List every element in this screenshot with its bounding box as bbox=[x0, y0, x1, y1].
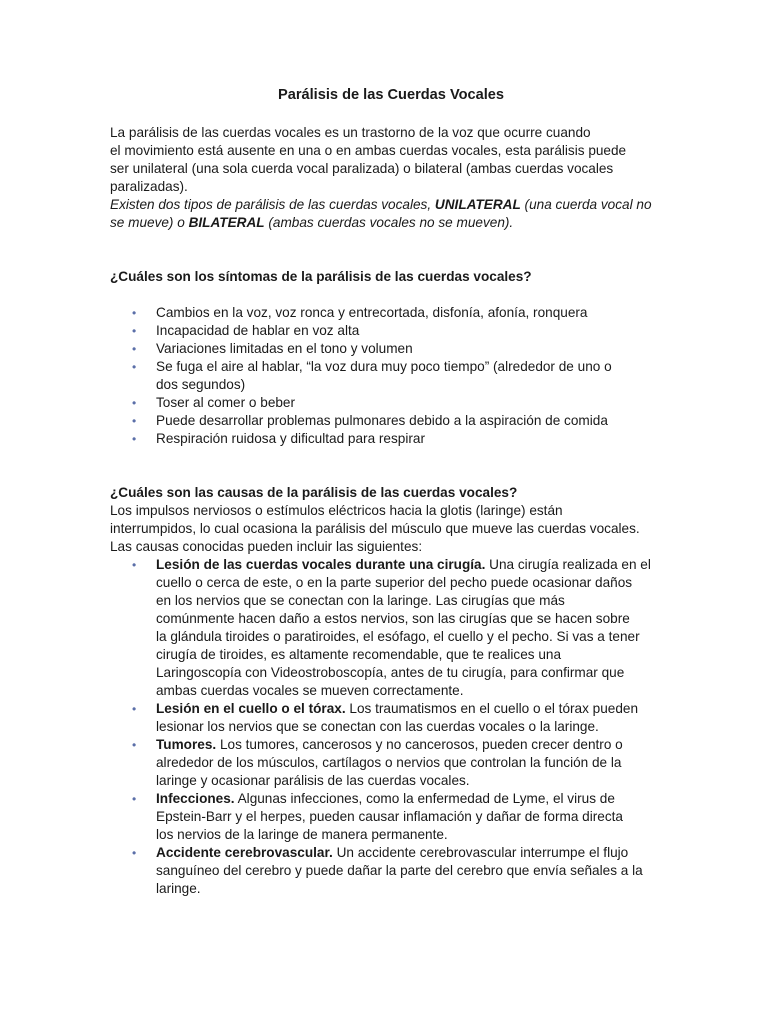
symptom-item bbox=[110, 394, 660, 412]
causes-intro-line: Los impulsos nerviosos o estímulos eléctricos hacia la glotis (laringe) están bbox=[110, 503, 563, 518]
symptom-item bbox=[110, 322, 660, 340]
symptom-text: Toser al comer o beber bbox=[156, 395, 296, 410]
bullet-icon: • bbox=[132, 846, 137, 860]
bullet-icon: • bbox=[132, 558, 137, 572]
symptom-text: Respiración ruidosa y dificultad para respirar bbox=[156, 431, 425, 446]
causes-intro bbox=[110, 502, 660, 556]
cause-text: Laringoscopía con Videostroboscopía, antes de tu cirugía, para confirmar que bbox=[156, 665, 625, 680]
bullet-icon: • bbox=[132, 414, 137, 428]
bullet-icon: • bbox=[132, 306, 137, 320]
cause-text: laringe. bbox=[156, 881, 201, 896]
bullet-icon: • bbox=[132, 702, 137, 716]
cause-text: cirugía de tiroides, es altamente recomendable, que te realices una bbox=[156, 647, 562, 662]
symptom-text: Puede desarrollar problemas pulmonares debido a la aspiración de comida bbox=[156, 413, 608, 428]
symptom-text: Se fuga el aire al hablar, “la voz dura muy poco tiempo” (alrededor de uno o bbox=[156, 359, 612, 374]
cause-item bbox=[110, 556, 660, 700]
cause-term: Lesión en el cuello o el tórax. bbox=[156, 701, 346, 716]
cause-term: Infecciones. bbox=[156, 791, 235, 806]
cause-text: en los nervios que se conectan con la laringe. Las cirugías que más bbox=[156, 593, 565, 608]
cause-text: Los traumatismos en el cuello o el tórax pueden bbox=[345, 701, 639, 716]
cause-text: Algunas infecciones, como la enfermedad de Lyme, el virus de bbox=[234, 791, 615, 806]
cause-text: laringe y ocasionar parálisis de las cuerdas vocales. bbox=[156, 773, 470, 788]
causes-list bbox=[110, 556, 660, 898]
cause-term: Accidente cerebrovascular. bbox=[156, 845, 333, 860]
cause-text: cuello o cerca de este, o en la parte superior del pecho puede ocasionar daños bbox=[156, 575, 633, 590]
cause-text: lesionar los nervios que se conectan con las cuerdas vocales o la laringe. bbox=[156, 719, 599, 734]
symptom-item bbox=[110, 304, 660, 322]
symptom-text: Incapacidad de hablar en voz alta bbox=[156, 323, 360, 338]
symptom-text: Cambios en la voz, voz ronca y entrecortada, disfonía, afonía, ronquera bbox=[156, 305, 588, 320]
intro-line: La parálisis de las cuerdas vocales es un trastorno de la voz que ocurre cuando bbox=[110, 125, 591, 140]
symptom-item bbox=[110, 412, 660, 430]
types-text: (ambas cuerdas vocales no se mueven). bbox=[264, 215, 514, 230]
causes-heading: ¿Cuáles son las causas de la parálisis de las cuerdas vocales? bbox=[110, 485, 518, 500]
cause-text: la glándula tiroides o paratiroides, el esófago, el cuello y el pecho. Si vas a tener bbox=[156, 629, 640, 644]
types-text: Existen dos tipos de parálisis de las cuerdas vocales, bbox=[110, 197, 435, 212]
bullet-icon: • bbox=[132, 432, 137, 446]
intro-line: ser unilateral (una sola cuerda vocal paralizada) o bilateral (ambas cuerdas vocales bbox=[110, 161, 614, 176]
cause-item bbox=[110, 700, 660, 736]
cause-text: Una cirugía realizada en el bbox=[485, 557, 651, 572]
cause-term: Lesión de las cuerdas vocales durante una cirugía. bbox=[156, 557, 486, 572]
intro-line: paralizadas). bbox=[110, 179, 188, 194]
cause-text: sanguíneo del cerebro y puede dañar la parte del cerebro que envía señales a la bbox=[156, 863, 643, 878]
symptoms-list bbox=[110, 304, 660, 448]
cause-text: los nervios de la laringe de manera permanente. bbox=[156, 827, 448, 842]
bullet-icon: • bbox=[132, 360, 137, 374]
cause-text: alrededor de los músculos, cartílagos o nervios que controlan la función de la bbox=[156, 755, 622, 770]
cause-text: Epstein-Barr y el herpes, pueden causar inflamación y dañar de forma directa bbox=[156, 809, 623, 824]
cause-item bbox=[110, 790, 660, 844]
symptom-item bbox=[110, 430, 660, 448]
document-title: Parálisis de las Cuerdas Vocales bbox=[277, 87, 505, 103]
types-text: (una cuerda vocal no bbox=[520, 197, 652, 212]
causes-intro-line: Las causas conocidas pueden incluir las siguientes: bbox=[110, 539, 423, 554]
cause-item bbox=[110, 844, 660, 898]
bullet-icon: • bbox=[132, 324, 137, 338]
unilateral-term: UNILATERAL bbox=[434, 197, 521, 212]
bilateral-term: BILATERAL bbox=[188, 215, 265, 230]
bullet-icon: • bbox=[132, 738, 137, 752]
intro-paragraph bbox=[110, 124, 660, 196]
intro-line: el movimiento está ausente en una o en ambas cuerdas vocales, esta parálisis puede bbox=[110, 143, 627, 158]
causes-intro-line: interrumpidos, lo cual ocasiona la parálisis del músculo que mueve las cuerdas vocales. bbox=[110, 521, 640, 536]
symptom-text: Variaciones limitadas en el tono y volumen bbox=[156, 341, 413, 356]
symptom-item bbox=[110, 340, 660, 358]
types-text: se mueve) o bbox=[110, 215, 189, 230]
bullet-icon: • bbox=[132, 396, 137, 410]
cause-text: Un accidente cerebrovascular interrumpe el flujo bbox=[332, 845, 629, 860]
symptom-text: dos segundos) bbox=[156, 377, 246, 392]
bullet-icon: • bbox=[132, 342, 137, 356]
cause-text: ambas cuerdas vocales se mueven correctamente. bbox=[156, 683, 464, 698]
types-paragraph bbox=[110, 196, 660, 232]
cause-text: Los tumores, cancerosos y no cancerosos, pueden crecer dentro o bbox=[216, 737, 623, 752]
cause-term: Tumores. bbox=[156, 737, 217, 752]
bullet-icon: • bbox=[132, 792, 137, 806]
symptom-item bbox=[110, 358, 660, 394]
cause-item bbox=[110, 736, 660, 790]
symptoms-heading: ¿Cuáles son los síntomas de la parálisis de las cuerdas vocales? bbox=[110, 269, 532, 284]
cause-text: comúnmente hacen daño a estos nervios, son las cirugías que se hacen sobre bbox=[156, 611, 630, 626]
